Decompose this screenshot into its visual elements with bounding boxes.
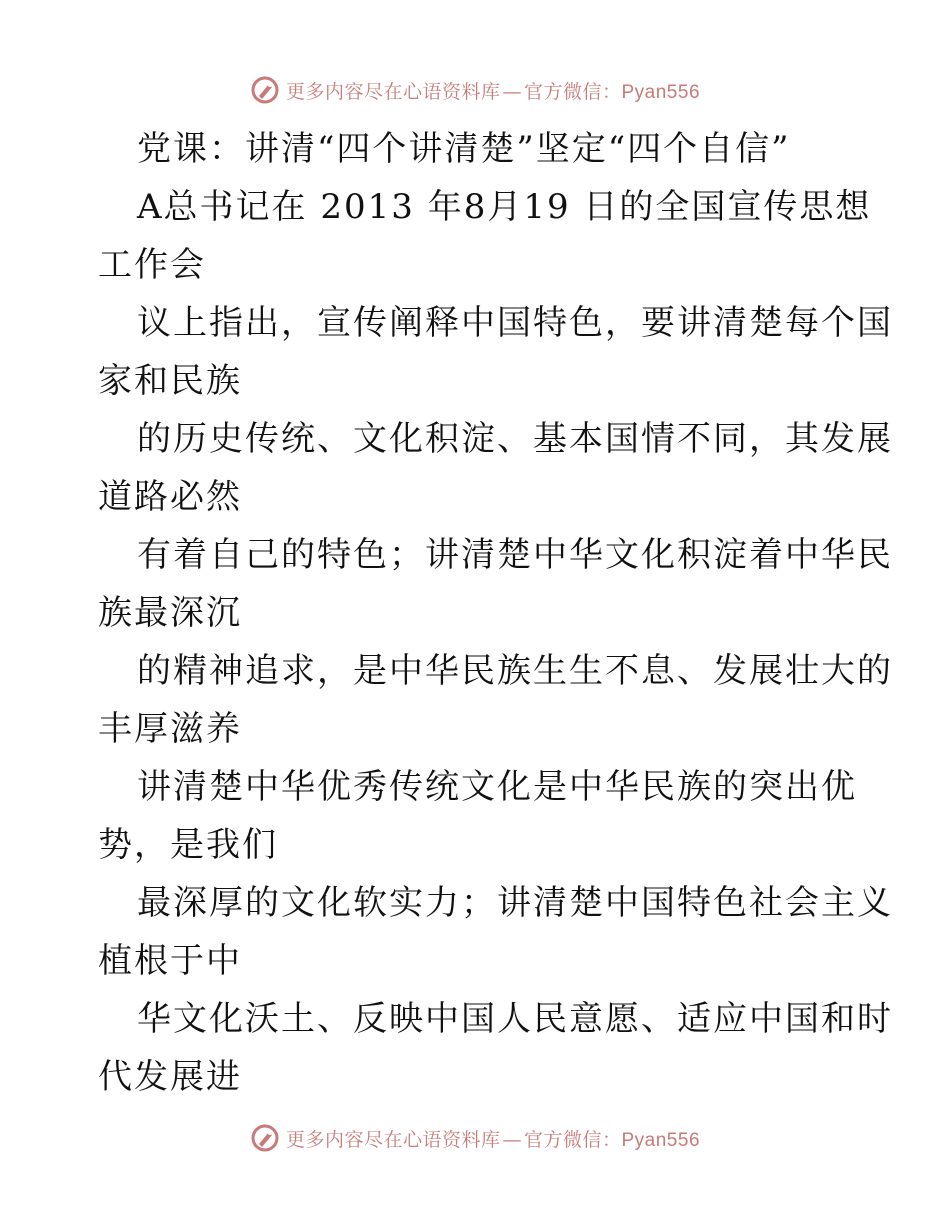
paragraph-line: 讲清楚中华优秀传统文化是中华民族的突出优 <box>137 767 857 807</box>
paragraph-line: 工作会 <box>98 245 206 285</box>
watermark-text: 更多内容尽在心语资料库 — 官方微信：Pyan556 <box>285 80 701 103</box>
pen-logo-icon <box>250 1123 280 1153</box>
paragraph-line: 有着自己的特色；讲清楚中华文化积淀着中华民 <box>137 535 893 575</box>
paragraph-line: 的精神追求，是中华民族生生不息、发展壮大的 <box>137 651 893 691</box>
paragraph-line: 代发展进 <box>98 1057 242 1097</box>
paragraph-line: 植根于中 <box>98 941 242 981</box>
paragraph-line: 的历史传统、文化积淀、基本国情不同，其发展 <box>137 419 893 459</box>
paragraph-line: 族最深沉 <box>98 593 242 633</box>
watermark-footer <box>0 1118 950 1158</box>
paragraph-line: A总书记在 2013 年8月19 日的全国宣传思想 <box>137 187 872 227</box>
paragraph-line: 华文化沃土、反映中国人民意愿、适应中国和时 <box>137 999 893 1039</box>
paragraph-line: 道路必然 <box>98 477 242 517</box>
document-title: 党课：讲清“四个讲清楚”坚定“四个自信” <box>137 129 791 169</box>
watermark-header <box>0 70 950 110</box>
paragraph-line: 家和民族 <box>98 361 242 401</box>
watermark-text: 更多内容尽在心语资料库 — 官方微信：Pyan556 <box>285 1128 701 1151</box>
paragraph-line: 最深厚的文化软实力；讲清楚中国特色社会主义 <box>137 883 893 923</box>
pen-logo-icon <box>250 75 280 105</box>
paragraph-line: 丰厚滋养 <box>98 709 242 749</box>
paragraph-line: 势，是我们 <box>98 825 278 865</box>
paragraph-line: 议上指出，宣传阐释中国特色，要讲清楚每个国 <box>137 303 893 343</box>
